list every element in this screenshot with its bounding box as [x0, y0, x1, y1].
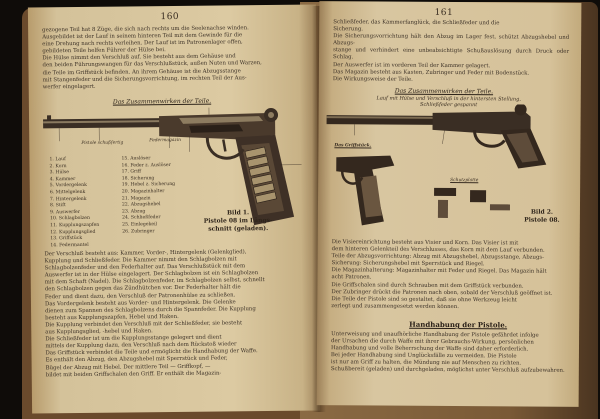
text-line: Die Hülse nimmt den Verschluß auf. Sie besteht aus dem Gehäuse und [42, 53, 236, 62]
caption-bild2-number: Bild 2. [530, 208, 554, 216]
legend-entry: 26. Zubringer [122, 228, 155, 235]
magazine-parts-illustration [430, 184, 520, 225]
legend-entry: 16. Feder z. Auslöser [121, 162, 171, 169]
legend-entry: 22. Abzugshebel [121, 202, 161, 208]
text-line: der Ursachen die durch Waffe mit ihrer Gebrauchs-Wirkung, persönlichen [331, 338, 534, 346]
text-line: Es enthält den Abzug, den Abzugshebel mit Sperrstück und Feder, [45, 355, 228, 364]
legend-entry: 9. Auswerfer [50, 209, 81, 216]
right-figure-title: Das Zusammenwirken der Teile. [394, 87, 494, 96]
front-sight-shape [47, 115, 51, 120]
griffstueck-label: Das Griffstück. [334, 143, 372, 149]
legend-entry: 10. Schlagbolzen [50, 216, 90, 222]
caption-bild2-line2: Pistole 08. [524, 216, 560, 224]
toggle-exterior-shape [515, 103, 527, 115]
legend-entry: 15. Auslöser [121, 156, 151, 162]
schutzplatte-label: Schutzplatte [450, 178, 479, 184]
legend-entry: 24. Schließfeder [122, 215, 161, 221]
text-line: werfer eingelagert. [42, 83, 96, 91]
text-line: Sicherung. [333, 26, 364, 33]
text-line: Die Wirkungsweise der Teile. [332, 75, 413, 83]
figure-subtitle-line2: Schließfeder gespannt [420, 101, 478, 109]
caption-bild1-line3: schnitt (geladen). [208, 225, 269, 233]
text-line: Die Schließfeder ist um die Kupplungsstange gelegert und dient [45, 334, 222, 343]
legend-entry: 3. Hülse [49, 170, 70, 176]
right-text-middle [331, 239, 567, 312]
text-line: Ausgebildet ist der Lauf in seinem hinteren Teil mit dem Gewinde für die [42, 32, 243, 41]
text-line: dienen zum Spannen des Schlagbolzens durch die Spannfeder. Die Kupplung [45, 305, 256, 315]
text-line: Das Vordergelenk besteht aus Vorder- und Hintergelenk. Die Gelenke [44, 299, 236, 308]
text-line: Bei jeder Handhabung sind Unglücksfälle zu vermeiden. Die Pistole [330, 352, 517, 360]
figure-legend-col2 [121, 156, 175, 236]
legend-entry: 6. Mittelgelenk [49, 189, 86, 196]
text-line: Feder und dient dazu, den Verschluß der Patronenhülse zu schließen. [44, 291, 236, 300]
text-line: Die Sicherungsvorrichtung hält den Abzug im Lager fest, schützt Abzugshebel und Abzugs- [333, 33, 570, 47]
text-line: Die Visiereinrichtung besteht aus Visier und Korn. Das Visier ist mit [331, 239, 519, 247]
text-line: stange und verhindert eine unbeabsichtigte Schußauslösung durch Druck oder Schlag. [332, 47, 570, 61]
text-line: Schußbereit (geladen) und durchgeladen, möglichst unter Verschluß aufzubewahren. [330, 366, 565, 375]
text-line: Schlagbolzenfeder und den Federhalter auf. Das Verschlußstück mit dem [44, 263, 246, 272]
legend-entry: 12. Kupplungsglied [50, 229, 96, 235]
legend-entry: 17. Griff [121, 169, 142, 175]
legend-entry: 8. Stift [49, 203, 66, 209]
figure-subtitle-line1: Lauf mit Hülse und Verschluß in der hintersten Stellung, [376, 95, 521, 103]
text-line: Bügel der Abzug mit Hebel. Der mittlere Teil — Griffkopf, — [45, 363, 211, 371]
text-line: acht Patronen. [331, 274, 372, 281]
text-line: mittels der Kupplung dazu, den Verschluß nach dem Rückstoß wieder [45, 341, 237, 350]
text-line: Der Auswerfer ist im vorderen Teil der Kammer gelagert. [332, 61, 491, 69]
text-line: bildet mit beiden Griffschalen den Griff. Er enthält die Magazin- [45, 370, 222, 378]
figure-caption-bild2 [514, 208, 570, 224]
left-figure-title: Das Zusammenwirken der Teile. [112, 97, 212, 106]
legend-entry: 21. Magazin [121, 195, 151, 202]
section-heading-handhabung: Handhabung der Pistole. [409, 319, 508, 330]
page-number-left: 160 [160, 11, 180, 23]
text-line: Unterweisung und unaufhörliche Handhabung der Pistole gefährdet infolge [331, 331, 539, 339]
legend-entry: 5. Vordergelenk [49, 183, 87, 189]
text-line: Die Teile der Pistole sind so gestaltet, daß sie ohne Werkzeug leicht [331, 295, 517, 304]
left-text-top [42, 25, 307, 92]
legend-entry: 1. Lauf [49, 157, 66, 163]
text-line: mit dem Schaft (Nadel). Die Schlagbolzenfeder, im Schlagbolzen selbst, schnellt [44, 277, 265, 286]
text-line: die Teile im Griffstück befinden. An ihrem Gehäuse ist die Abzugsstange [42, 67, 241, 76]
legend-entry: 14. Federmantel [50, 242, 89, 249]
text-line: dem hinteren Gelenkteil des Verschlusses, das Korn mit dem Lauf verbunden. [331, 246, 545, 254]
legend-entry: 18. Sicherung [121, 175, 155, 182]
legend-entry: 20. Magazinhalter [121, 189, 165, 195]
right-text-top [333, 19, 569, 84]
figure-legend-col1 [49, 157, 99, 250]
legend-entry: 25. Einlegekeil [122, 222, 158, 228]
text-line: Das Magazin besteht aus Kasten, Zubringer und Feder mit Bodenstück. [332, 68, 530, 77]
right-text-bottom [331, 331, 567, 375]
text-line: Die Magazinhalterung: Magazinhalter mit Feder und Riegel. Das Magazin hält [331, 267, 547, 276]
legend-entry: 19. Hebel z. Sicherung [121, 182, 176, 188]
text-line: gezogene Teil hat 8 Züge, die sich nach rechts um die Seelenachse winden. [42, 25, 249, 34]
text-line: gebildeten Teile helfen Führer der Hülse bei. [42, 47, 166, 55]
grip-frame-illustration [332, 151, 417, 228]
figure-caption-bild1 [198, 209, 278, 234]
text-line: Die Kupplung verbindet den Verschluß mit der Schließfeder, sie besteht [45, 320, 243, 329]
text-line: Kupplung und Schließfeder. Die Kammer nimmt den Schlagbolzen mit [44, 256, 237, 265]
legend-entry: 11. Kupplungszapfen [50, 222, 100, 229]
text-line: zerlegt und zusammengesetzt werden können. [331, 303, 459, 310]
callout-federmagazin: Federmagazin [149, 137, 181, 144]
left-text-bottom [44, 249, 309, 379]
text-line: Der Zubringer drückt die Patronen nach oben, sobald der Verschluß geöffnet ist. [331, 288, 553, 297]
text-line: mit Stangenfeder und die Sicherungsvorrichtung, im rechten Teil der Aus- [42, 74, 247, 84]
legend-entry: 13. Griffstück [50, 236, 83, 242]
caption-bild1-line2: Pistole 08 im Längs- [203, 216, 273, 225]
legend-entry: 2. Korn [49, 163, 67, 169]
text-line: eine Drehung nach rechts verleihen. Der Lauf ist im Patronenlager offen, [42, 39, 243, 48]
barrel-shape [43, 118, 161, 128]
text-line: Die Griffschalen sind durch Schrauben mit dem Griffstück verbunden. [331, 281, 524, 290]
text-line: Sicherung: Sicherungshebel mit Sperrstück und Riegel. [331, 260, 485, 268]
text-line: Das Griffstück verbindet die Teile und ermöglicht die Handhabung der Waffe. [45, 348, 258, 357]
page-number-right: 161 [434, 7, 454, 19]
legend-entry: 7. Hintergelenk [49, 196, 87, 202]
text-line: den Schlagbolzen gegen das Zündhütchen vor. Der Federhalter hält die [44, 284, 241, 293]
legend-entry: 4. Kammer [49, 176, 76, 183]
left-page [28, 5, 320, 414]
text-line: Schließfeder, das Kammerfanglück, die Schließfeder und die [333, 19, 500, 27]
caption-bild1-number: Bild 1. [226, 209, 250, 217]
legend-entry: 23. Abzug [122, 209, 146, 215]
text-line: besteht aus Kupplungszapfen, Hebel und Haken. [45, 313, 179, 322]
text-line: Handhabung und volle Beherrschung der Waffe sind daher erforderlich. [330, 345, 529, 353]
text-line: Der Verschluß besteht aus: Kammer, Vorder-, Hintergelenk (Gelenkglied), [44, 249, 247, 258]
text-line: ist nur am Griff zu halten, die Mündung nie auf Menschen zu richten. [330, 359, 522, 367]
text-line: aus Kupplungsglied, -hebel und Haken. [45, 328, 153, 336]
text-line: Auswerfer ist in der Hülse eingelagert. Der Schlagbolzen ist ein Schlagbolzen [44, 270, 259, 279]
figure-label-schussfertig: Pistole schußfertig [81, 140, 124, 146]
text-line: den beiden Führungswangen für das Verschlußstück, außen Nuten und Warzen, [42, 60, 262, 69]
text-line: Teile der Abzugsvorrichtung: Abzug mit Abzugshebel, Abzugsstange, Abzugs- [331, 253, 545, 261]
right-page [317, 1, 582, 407]
